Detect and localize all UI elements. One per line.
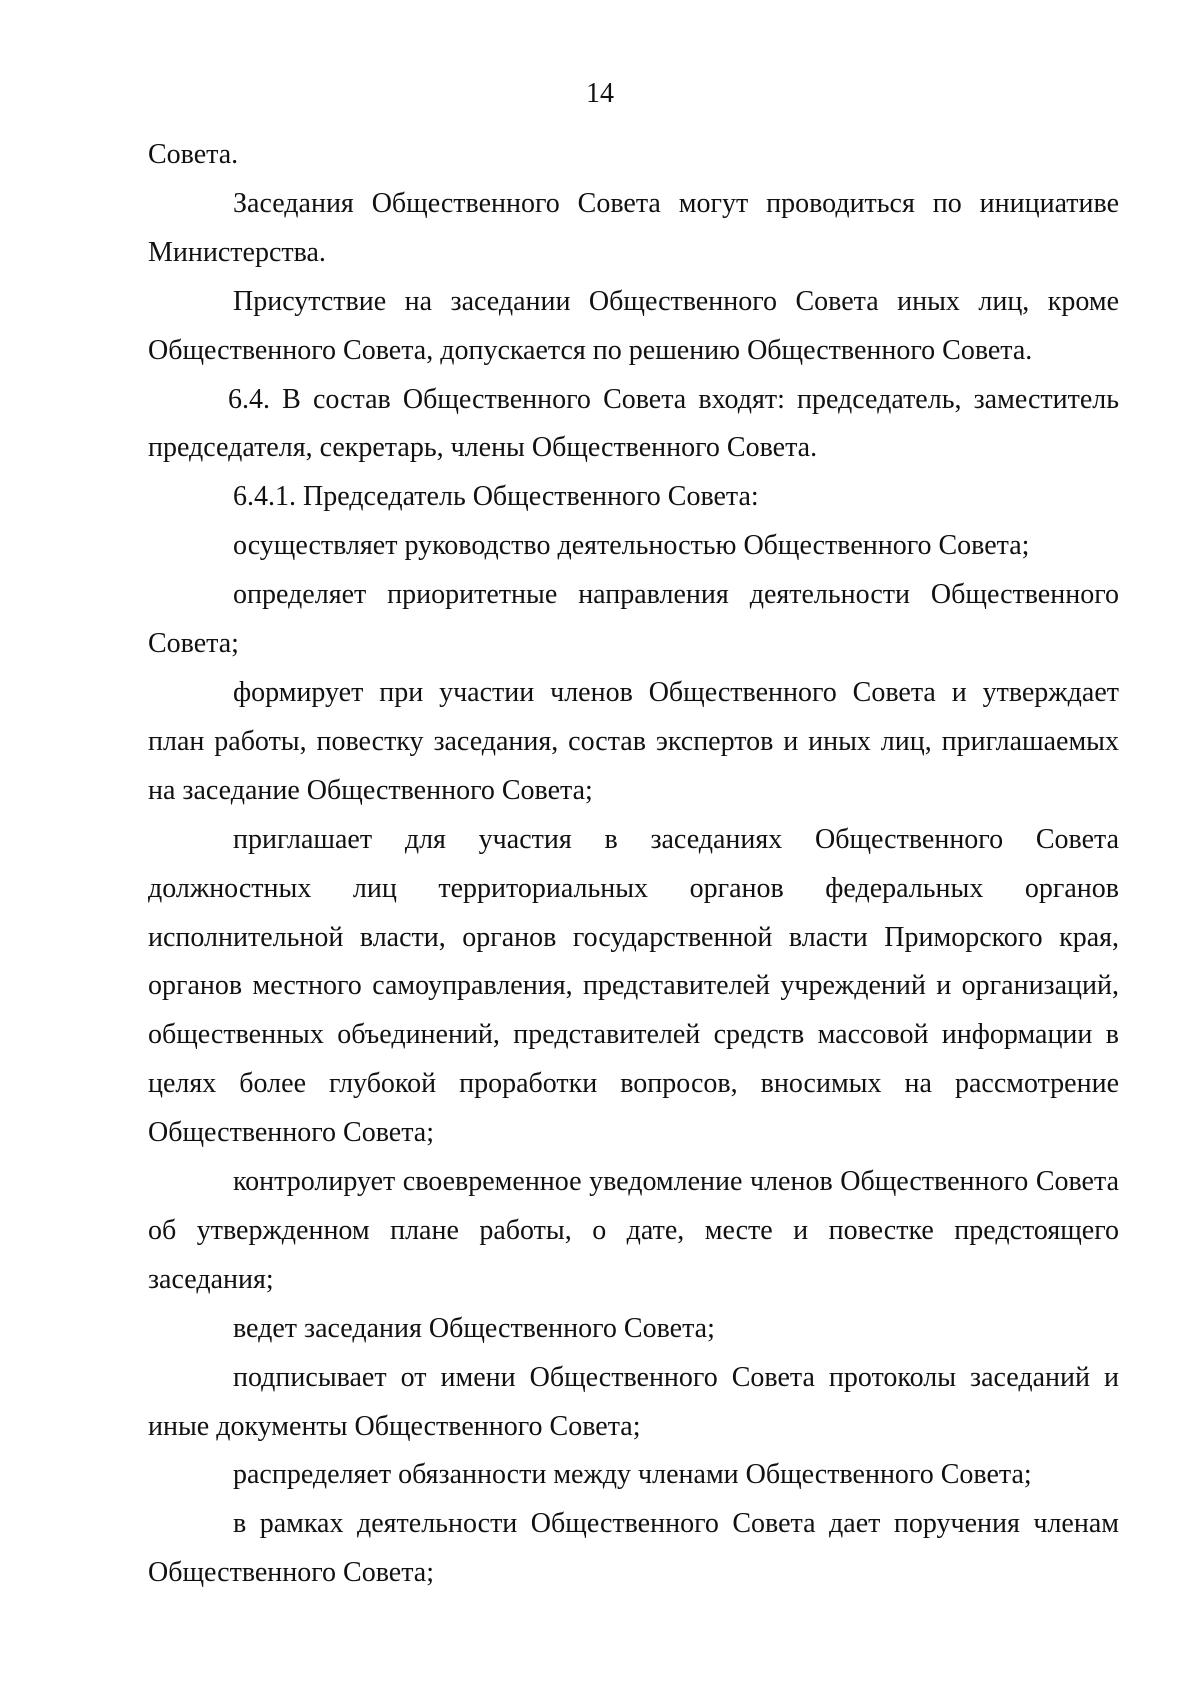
list-item: контролирует своевременное уведомление членов Общественного Совета об утвержденном плане работы, о дате, месте и повестке предстоящего заседания; bbox=[148, 1166, 1119, 1295]
clause-6-4: 6.4. В состав Общественного Совета входят: председатель, заместитель председателя, секретарь, члены Общественного Совета. bbox=[148, 383, 1119, 464]
list-item: формирует при участии членов Общественного Совета и утверждает план работы, повестку заседания, состав экспертов и иных лиц, приглашаемых на заседание Общественного Совета; bbox=[148, 676, 1119, 806]
paragraph-meetings-initiative: Заседания Общественного Совета могут проводиться по инициативе Министерства. bbox=[148, 187, 1119, 268]
list-item: распределяет обязанности между членами Общественного Совета; bbox=[233, 1459, 1032, 1491]
paragraph-continuation: Совета. bbox=[148, 139, 239, 170]
list-item: ведет заседания Общественного Совета; bbox=[233, 1312, 715, 1344]
list-item: определяет приоритетные направления деятельности Общественного Совета; bbox=[148, 579, 1119, 660]
list-item: в рамках деятельности Общественного Совета дает поручения членам Общественного Совета; bbox=[148, 1508, 1119, 1589]
list-item: приглашает для участия в заседаниях Общественного Совета должностных лиц территориальных органов федеральных органов исполнительной власти, органов государственной власти Приморского края, органов местного самоуправления, представителей учреждений и организаций, общественных объединений, представителей средств массовой информации в целях более глубокой проработки вопросов, вносимых на рассмотрение Общественного Совета; bbox=[148, 823, 1119, 1149]
list-item: осуществляет руководство деятельностью Общественного Совета; bbox=[233, 530, 1030, 562]
page-number: 14 bbox=[586, 78, 614, 109]
clause-6-4-1: 6.4.1. Председатель Общественного Совета: bbox=[233, 481, 759, 513]
list-item: подписывает от имени Общественного Совета протоколы заседаний и иные документы Общественного Совета; bbox=[148, 1361, 1119, 1442]
document-body bbox=[148, 131, 1119, 1598]
paragraph-attendance: Присутствие на заседании Общественного Совета иных лиц, кроме Общественного Совета, допускается по решению Общественного Совета. bbox=[148, 285, 1119, 366]
